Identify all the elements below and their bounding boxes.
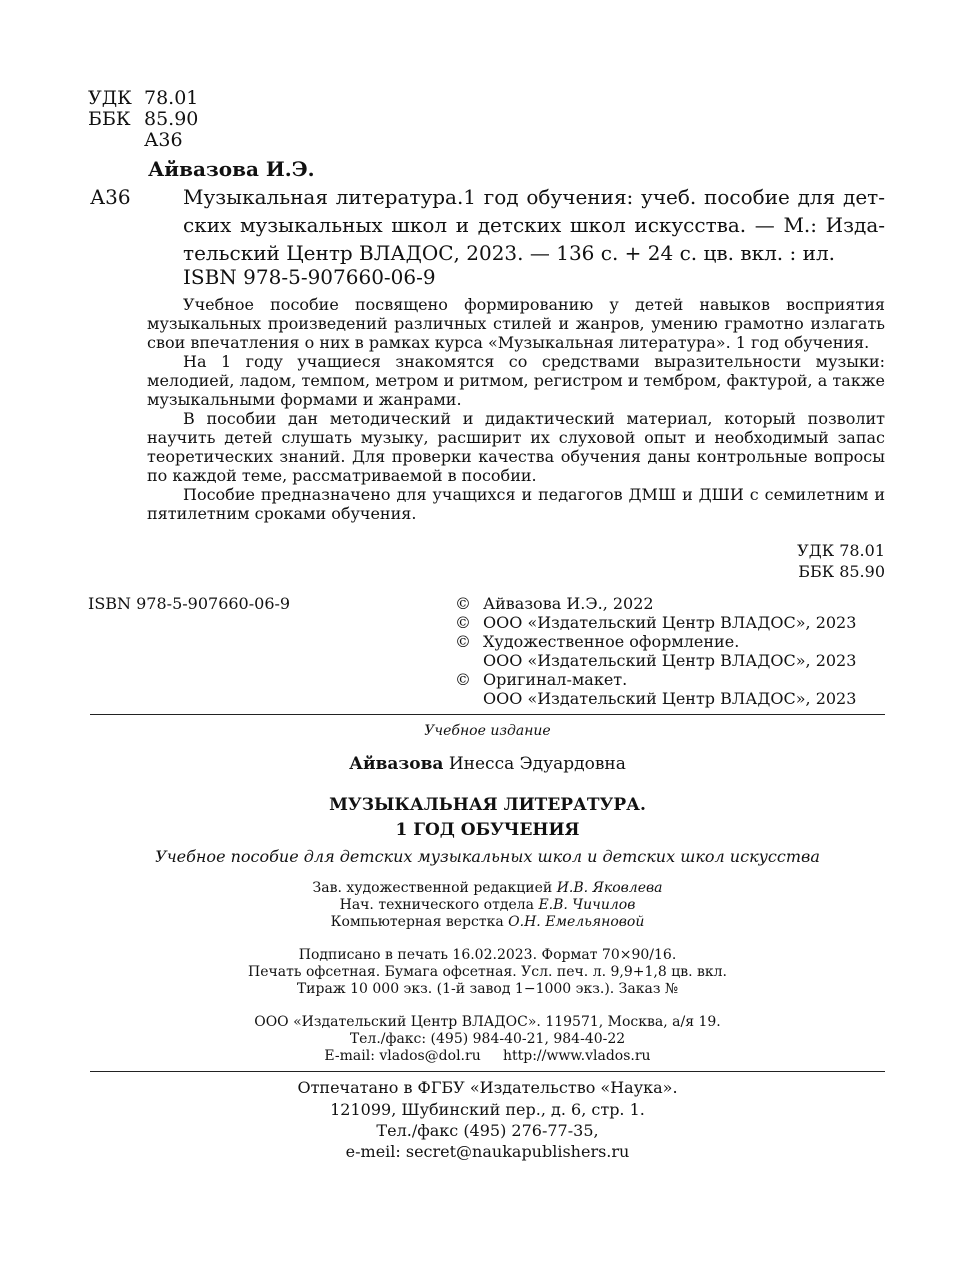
copyright-text: Художественное оформление. [483, 632, 740, 651]
staff-line [90, 880, 885, 897]
catalog-isbn: ISBN 978-5-907660-06-9 [183, 265, 436, 289]
imprint-author [90, 754, 885, 774]
publisher-line: Тел./факс: (495) 984-40-21, 984-40-22 [349, 1031, 626, 1047]
copyright-line [455, 689, 856, 708]
publisher-line: ООО «Издательский Центр ВЛАДОС». 119571, Москва, а/я 19. [254, 1014, 721, 1030]
copyright-text: ООО «Издательский Центр ВЛАДОС», 2023 [483, 651, 857, 670]
annotation [147, 295, 885, 523]
copyright-line [455, 594, 856, 613]
staff-role: Компьютерная верстка [330, 914, 509, 930]
printer-line: Отпечатано в ФГБУ «Издательство «Наука». [297, 1078, 678, 1097]
bbk-right: ББК 85.90 [798, 562, 885, 581]
staff-line [90, 897, 885, 914]
copyright-symbol: © [455, 632, 471, 651]
author-surname: Айвазова [349, 754, 444, 774]
copyright-text: Айвазова И.Э., 2022 [483, 594, 654, 613]
staff-role: Зав. художественной редакцией [312, 880, 557, 896]
printer-line: e-meil: secret@naukapublishers.ru [345, 1142, 630, 1161]
copyright-line [455, 670, 856, 689]
author-mark-top: А36 [144, 129, 183, 151]
copyright-line [455, 613, 856, 632]
copyright-text: ООО «Издательский Центр ВЛАДОС», 2023 [483, 689, 857, 708]
annotation-paragraph: В пособии дан методический и дидактический материал, который позволит научить детей слушать музыку, расширит их слуховой опыт и необходимый запас теоретических знаний. Для проверки качества обучения даны контрольные вопросы по каждой теме, рассматриваемой в пособии. [147, 409, 885, 485]
publisher-line: E-mail: vlados@dol.ru http://www.vlados.ru [324, 1048, 651, 1064]
copyright-line [455, 651, 856, 670]
catalog-description-line: Музыкальная литература.1 год обучения: учеб. пособие для дет- [183, 185, 885, 209]
isbn-bottom: ISBN 978-5-907660-06-9 [88, 594, 291, 613]
printer-line: Тел./факс (495) 276-77-35, [376, 1121, 599, 1140]
udk-line [88, 88, 198, 109]
copyright-text: Оригинал-макет. [483, 670, 628, 689]
catalog-author: Айвазова И.Э. [148, 157, 315, 181]
annotation-paragraph: На 1 году учащиеся знакомятся со средствами выразительности музыки: мелодией, ладом, темпом, метром и ритмом, регистром и тембром, фактурой, а также музыкальными формами и жанрами. [147, 352, 885, 409]
catalog-description [183, 183, 885, 267]
book-title-line2: 1 ГОД ОБУЧЕНИЯ [395, 820, 580, 840]
copyright-symbol: © [455, 613, 471, 632]
print-detail-line: Печать офсетная. Бумага офсетная. Усл. печ. л. 9,9+1,8 цв. вкл. [248, 964, 727, 980]
author-given-name: Инесса Эдуардовна [443, 754, 626, 774]
print-detail-line: Подписано в печать 16.02.2023. Формат 70×90/16. [298, 947, 677, 963]
staff-name: О.Н. Емельяновой [508, 914, 645, 930]
udk-right: УДК 78.01 [797, 541, 885, 560]
copyright-text: ООО «Издательский Центр ВЛАДОС», 2023 [483, 613, 857, 632]
bbk-label: ББК [88, 108, 131, 130]
book-subtitle: Учебное пособие для детских музыкальных школ и детских школ искусства [155, 847, 820, 866]
divider [90, 714, 885, 715]
catalog-description-line: ских музыкальных школ и детских школ искусства. — М.: Изда- [183, 213, 885, 237]
copyright-symbol: © [455, 594, 471, 613]
staff-name: И.В. Яковлева [556, 880, 663, 896]
edition-type: Учебное издание [424, 723, 551, 739]
udk-label: УДК [88, 87, 132, 109]
bbk-value: 85.90 [144, 108, 199, 130]
copyright-block [455, 594, 856, 708]
udk-value: 78.01 [144, 87, 199, 109]
divider [90, 1071, 885, 1072]
staff-name: Е.В. Чичилов [538, 897, 636, 913]
printer-line: 121099, Шубинский пер., д. 6, стр. 1. [330, 1100, 645, 1119]
bbk-line [88, 109, 198, 130]
annotation-paragraph: Пособие предназначено для учащихся и педагогов ДМШ и ДШИ с семилетним и пятилетним сроками обучения. [147, 485, 885, 523]
book-title-line1: МУЗЫКАЛЬНАЯ ЛИТЕРАТУРА. [329, 795, 646, 815]
catalog-description-line: тельский Центр ВЛАДОС, 2023. — 136 с. + 24 с. цв. вкл. : ил. [183, 241, 836, 265]
staff-line [90, 914, 885, 931]
annotation-paragraph: Учебное пособие посвящено формированию у детей навыков восприятия музыкальных произведений различных стилей и жанров, умению грамотно излагать свои впечатления о них в рамках курса «Музыкальная литература». 1 год обучения. [147, 295, 885, 352]
print-detail-line: Тираж 10 000 экз. (1-й завод 1−1000 экз.). Заказ № [296, 981, 679, 997]
catalog-author-mark: А36 [90, 185, 131, 209]
copyright-line [455, 632, 856, 651]
staff-role: Нач. технического отдела [339, 897, 539, 913]
copyright-symbol: © [455, 670, 471, 689]
